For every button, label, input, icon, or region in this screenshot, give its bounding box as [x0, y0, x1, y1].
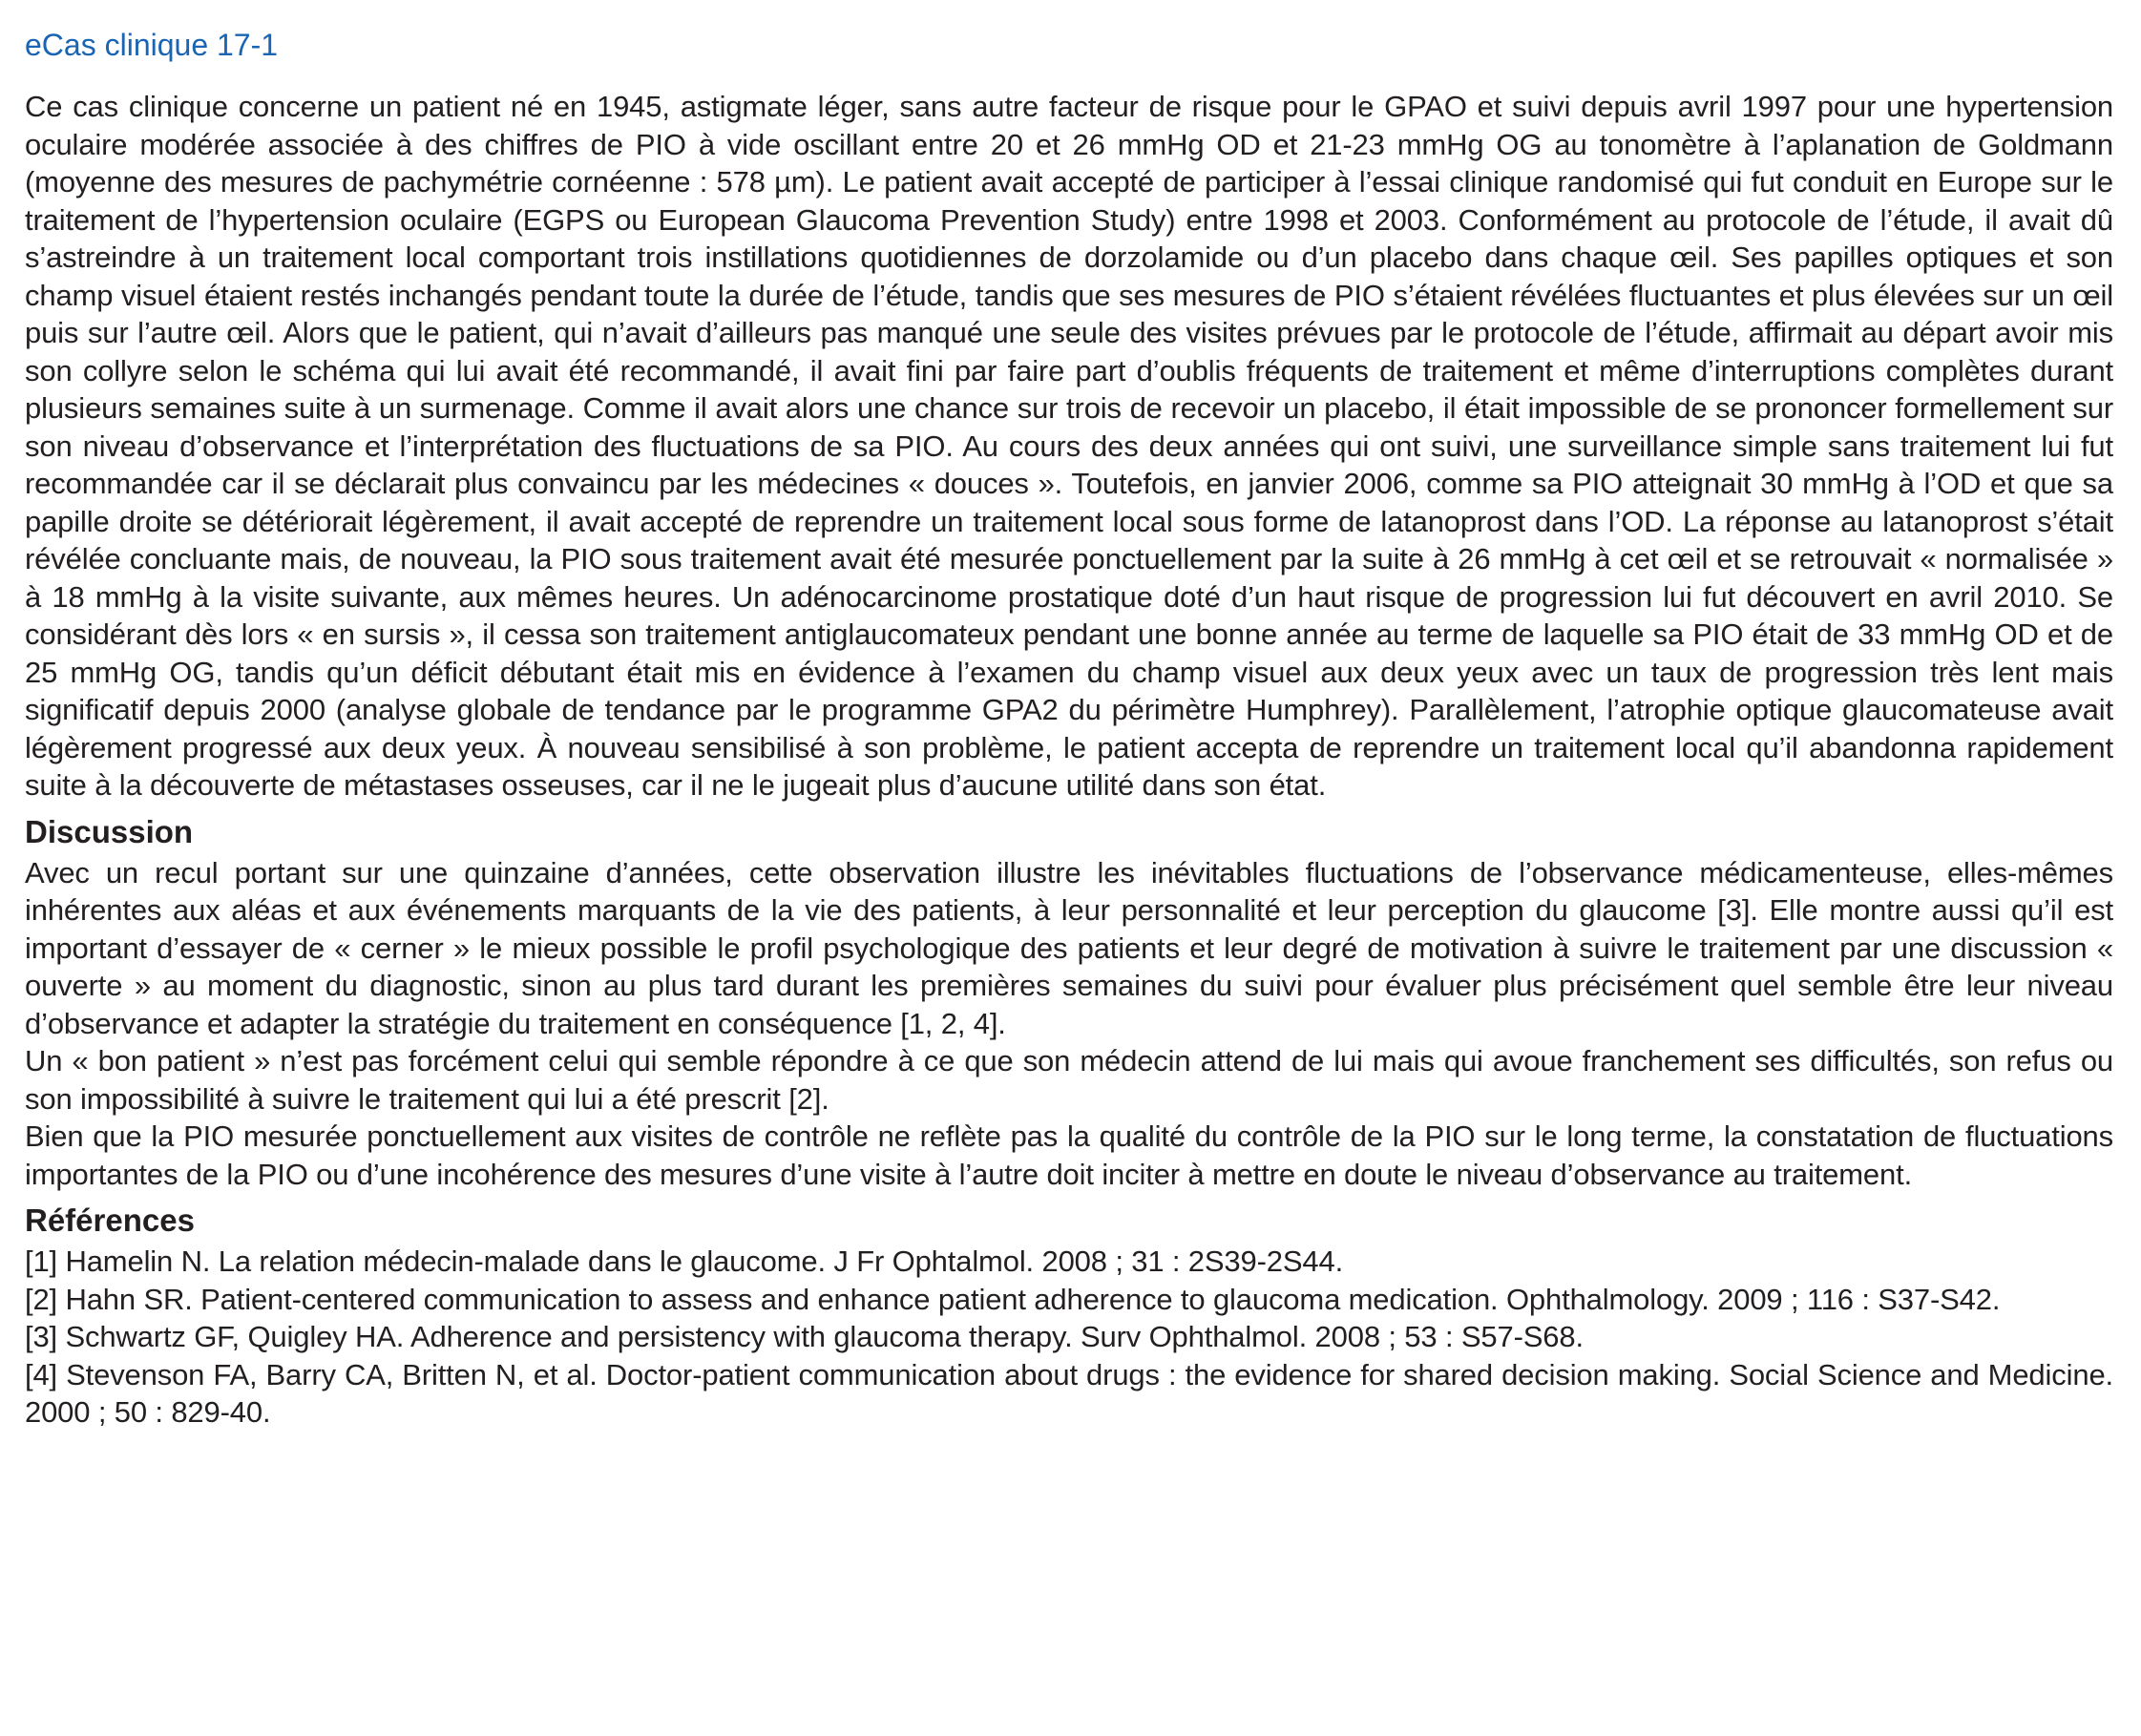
discussion-paragraph: Un « bon patient » n’est pas forcément celui qui semble répondre à ce que son médecin attend de lui mais qui avoue franchement ses difficultés, son refus ou son impossibilité à suivre le traitement qui lui a été prescrit [2]. [25, 1044, 2113, 1116]
case-title: eCas clinique 17-1 [25, 28, 279, 62]
references-heading: Références [25, 1203, 195, 1238]
document-page [25, 21, 2113, 1432]
discussion-section [25, 854, 2113, 1194]
reference-item: [4] Stevenson FA, Barry CA, Britten N, et al. Doctor-patient communication about drugs : the evidence for shared decision making. Social Science and Medicine. 2000 ; 50 : 829-40. [25, 1357, 2113, 1429]
discussion-paragraph: Avec un recul portant sur une quinzaine d’années, cette observation illustre les inévitables fluctuations de l’observance médicamenteuse, elles-mêmes inhérentes aux aléas et aux événements marquants de la vie des patients, à leur personnalité et leur perception du glaucome [3]. Elle montre aussi qu’il est important d’essayer de « cerner » le mieux possible le profil psychologique des patients et leur degré de motivation à suivre le traitement par une discussion « ouverte » au moment du diagnostic, sinon au plus tard durant les premières semaines du suivi pour évaluer plus précisément quel semble être leur niveau d’observance et adapter la stratégie du traitement en conséquence [1, 2, 4]. [25, 855, 2113, 1040]
reference-item: [1] Hamelin N. La relation médecin-malade dans le glaucome. J Fr Ophtalmol. 2008 ; 31 : 2S39-2S44. [25, 1244, 1344, 1278]
case-description: Ce cas clinique concerne un patient né en 1945, astigmate léger, sans autre facteur de risque pour le GPAO et suivi depuis avril 1997 pour une hypertension oculaire modérée associée à des chiffres de PIO à vide oscillant entre 20 et 26 mmHg OD et 21-23 mmHg OG au tonomètre à l’aplanation de Goldmann (moyenne des mesures de pachymétrie cornéenne : 578 µm). Le patient avait accepté de participer à l’essai clinique randomisé qui fut conduit en Europe sur le traitement de l’hypertension oculaire (EGPS ou European Glaucoma Prevention Study) entre 1998 et 2003. Conformément au protocole de l’étude, il avait dû s’astreindre à un traitement local comportant trois instillations quotidiennes de dorzolamide ou d’un placebo dans chaque œil. Ses papilles optiques et son champ visuel étaient restés inchangés pendant toute la durée de l’étude, tandis que ses mesures de PIO s’étaient révélées fluctuantes et plus élevées sur un œil puis sur l’autre œil. Alors que le patient, qui n’avait d’ailleurs pas manqué une seule des visites prévues par le protocole de l’étude, affirmait au départ avoir mis son collyre selon le schéma qui lui avait été recommandé, il avait fini par faire part d’oublis fréquents de traitement et même d’interruptions complètes durant plusieurs semaines suite à un surmenage. Comme il avait alors une chance sur trois de recevoir un placebo, il était impossible de se prononcer formellement sur son niveau d’observance et l’interprétation des fluctuations de sa PIO. Au cours des deux années qui ont suivi, une surveillance simple sans traitement lui fut recommandée car il se déclarait plus convaincu par les médecines « douces ». Toutefois, en janvier 2006, comme sa PIO atteignait 30 mmHg à l’OD et que sa papille droite se détériorait légèrement, il avait accepté de reprendre un traitement local sous forme de latanoprost dans l’OD. La réponse au latanoprost s’était révélée concluante mais, de nouveau, la PIO sous traitement avait été mesurée ponctuellement par la suite à 26 mmHg à cet œil et se retrouvait « normalisée » à 18 mmHg à la visite suivante, aux mêmes heures. Un adénocarcinome prostatique doté d’un haut risque de progression lui fut découvert en avril 2010. Se considérant dès lors « en sursis », il cessa son traitement antiglaucomateux pendant une bonne année au terme de laquelle sa PIO était de 33 mmHg OD et de 25 mmHg OG, tandis qu’un déficit débutant était mis en évidence à l’examen du champ visuel aux deux yeux avec un taux de progression très lent mais significatif depuis 2000 (analyse globale de tendance par le programme GPA2 du périmètre Humphrey). Parallèlement, l’atrophie optique glaucomateuse avait légèrement progressé aux deux yeux. À nouveau sensibilisé à son problème, le patient accepta de reprendre un traitement local qu’il abandonna rapidement suite à la découverte de métastases osseuses, car il ne le jugeait plus d’aucune utilité dans son état. [25, 90, 2113, 802]
discussion-paragraph: Bien que la PIO mesurée ponctuellement aux visites de contrôle ne reflète pas la qualité du contrôle de la PIO sur le long terme, la constatation de fluctuations importantes de la PIO ou d’une incohérence des mesures d’une visite à l’autre doit inciter à mettre en doute le niveau d’observance au traitement. [25, 1119, 2113, 1191]
discussion-heading: Discussion [25, 813, 194, 849]
references-list [25, 1243, 2113, 1432]
reference-item: [2] Hahn SR. Patient-centered communication to assess and enhance patient adherence to glaucoma medication. Ophthalmology. 2009 ; 116 : S37-S42. [25, 1282, 2001, 1316]
reference-item: [3] Schwartz GF, Quigley HA. Adherence and persistency with glaucoma therapy. Surv Ophthalmol. 2008 ; 53 : S57-S68. [25, 1320, 1584, 1353]
